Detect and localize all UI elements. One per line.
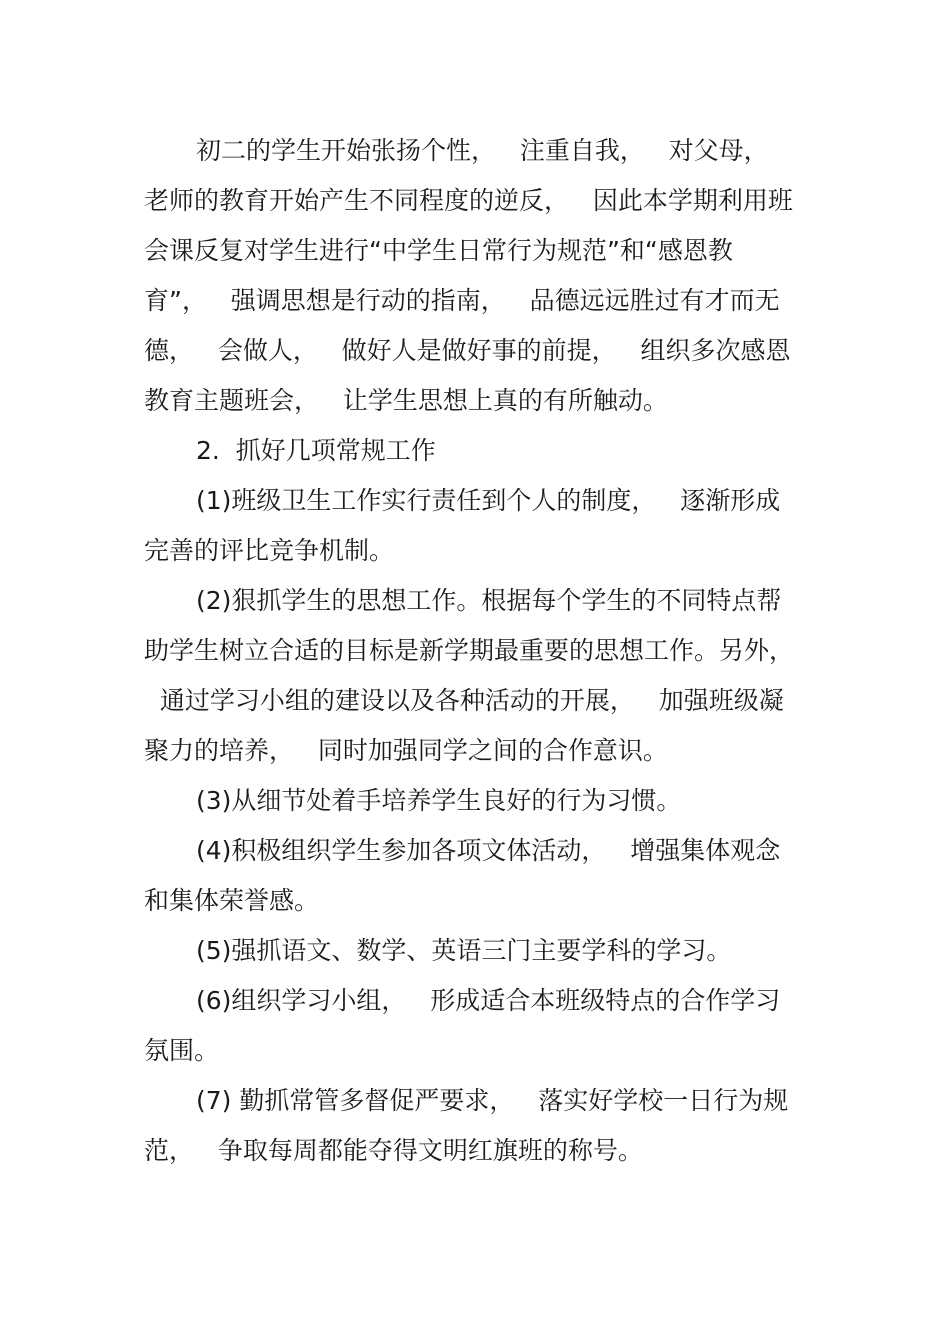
text-line: 聚力的培养， 同时加强同学之间的合作意识。 (144, 736, 668, 765)
item-5-subjects (144, 926, 824, 976)
section-heading-routine-work (144, 426, 824, 476)
text-line: 会课反复对学生进行“中学生日常行为规范”和“感恩教 (144, 236, 733, 265)
text-line: 初二的学生开始张扬个性， 注重自我， 对父母， (196, 136, 769, 165)
text-line: 范， 争取每周都能夺得文明红旗班的称号。 (144, 1136, 643, 1165)
item-1-hygiene (144, 476, 824, 576)
text-line: 完善的评比竞争机制。 (144, 536, 395, 565)
item-4-activities (144, 826, 824, 926)
text-line: 氛围。 (144, 1036, 220, 1065)
item-2-thought-work (144, 576, 824, 776)
text-line: 老师的教育开始产生不同程度的逆反， 因此本学期利用班 (144, 186, 793, 215)
text-line: 德， 会做人， 做好人是做好事的前提， 组织多次感恩 (144, 336, 791, 365)
text-line: (1)班级卫生工作实行责任到个人的制度， 逐渐形成 (196, 486, 781, 515)
document-body (144, 126, 824, 1176)
text-line: 通过学习小组的建设以及各种活动的开展， 加强班级凝 (144, 686, 784, 715)
text-line: (2)狠抓学生的思想工作。根据每个学生的不同特点帮 (196, 586, 782, 615)
text-line: 育”， 强调思想是行动的指南， 品德远远胜过有才而无 (144, 286, 780, 315)
text-line: 助学生树立合适的目标是新学期最重要的思想工作。另外， (144, 636, 795, 665)
text-line: (5)强抓语文、数学、英语三门主要学科的学习。 (196, 936, 732, 965)
text-line: (4)积极组织学生参加各项文体活动， 增强集体观念 (196, 836, 781, 865)
text-line: 教育主题班会， 让学生思想上真的有所触动。 (144, 386, 668, 415)
section-heading: 2. 抓好几项常规工作 (196, 436, 436, 465)
item-6-study-groups (144, 976, 824, 1076)
item-7-supervision (144, 1076, 824, 1176)
text-line: 和集体荣誉感。 (144, 886, 320, 915)
text-line: (3)从细节处着手培养学生良好的行为习惯。 (196, 786, 682, 815)
item-3-habits (144, 776, 824, 826)
paragraph-thought-education (144, 126, 824, 426)
text-line: (7) 勤抓常管多督促严要求， 落实好学校一日行为规 (196, 1086, 789, 1115)
text-line: (6)组织学习小组， 形成适合本班级特点的合作学习 (196, 986, 781, 1015)
